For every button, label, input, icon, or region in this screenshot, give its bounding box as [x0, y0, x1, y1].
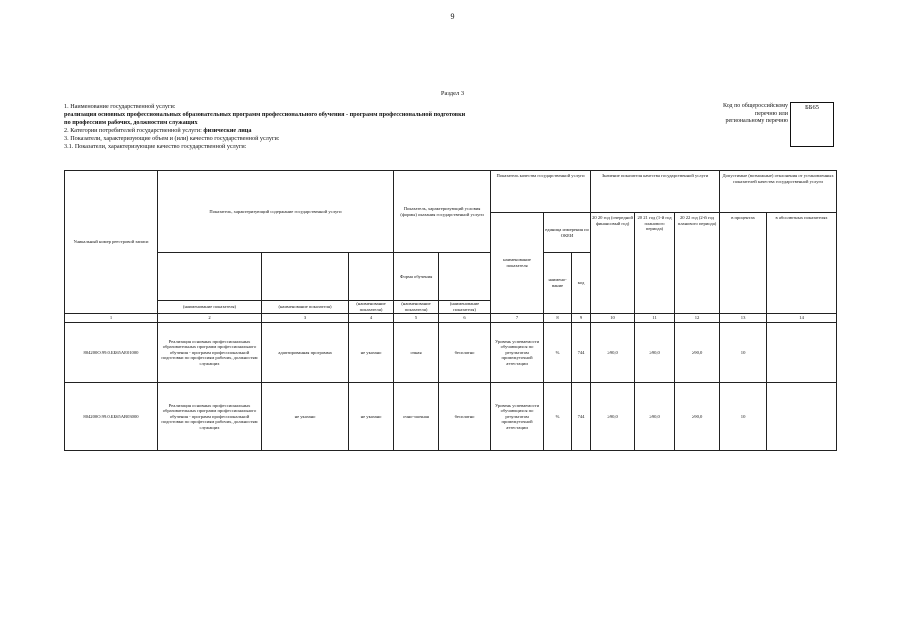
header-line-3: [64, 119, 198, 127]
condition-2-blank: [439, 253, 491, 301]
form-subheader: (наименование показателя): [394, 301, 439, 314]
quality-indicators-table: [64, 170, 837, 451]
content-indicator-2: адаптированная программа: [262, 323, 349, 383]
header-line-2: [64, 111, 465, 119]
content-2-blank: [262, 253, 349, 301]
condition-2-subheader: (наименование показателя): [439, 301, 491, 314]
indicator-name-header: наименование показателя: [491, 213, 544, 314]
condition-indicator-2: бесплатно: [439, 383, 491, 451]
col-number: 5: [394, 314, 439, 323]
col-number: 12: [675, 314, 720, 323]
code-label-line-2: перечню или: [754, 110, 788, 117]
col-number: 14: [767, 314, 837, 323]
code-label-line-3: региональному перечню: [725, 118, 788, 124]
deviation-percent: 10: [720, 383, 767, 451]
col-number: 8: [544, 314, 572, 323]
quality-group-header: Показатель качества государственной услуги: [491, 171, 591, 213]
service-name-part-1: реализация основных профессиональных образовательных программ профессионального обучения - программ профессиональной подготовки: [64, 111, 466, 118]
deviation-group-header: Допустимые (возможные) отклонения от установленных показателей качества государственной услуги: [720, 171, 837, 213]
value-year-2: ≥90,0: [635, 383, 675, 451]
col-number: 9: [572, 314, 591, 323]
content-indicator-1: Реализация основных профессиональных образовательных программ профессионального обучения - программ профессиональной подготовки по профессиям рабочих, должностям служащих: [158, 323, 262, 383]
year-1-header: 20 20 год (очередной финансовый год): [591, 213, 635, 314]
unit-code: 744: [572, 323, 591, 383]
header-line-6: 3.1. Показатели, характеризующие качество государственной услуги:: [64, 143, 247, 150]
deviation-absolute-header: в абсолютных показателях: [767, 213, 837, 314]
code-label-line-1: Код по общероссийскому: [723, 103, 788, 109]
content-indicator-2: не указано: [262, 383, 349, 451]
column-number-row: [65, 314, 837, 323]
content-group-header: Показатель, характеризующий содержание государственной услуги: [158, 171, 394, 253]
col-number: 6: [439, 314, 491, 323]
page-number: 9: [450, 12, 455, 21]
value-year-1: ≥90,0: [591, 383, 635, 451]
header-line-4: [64, 127, 251, 135]
conditions-group-header: Показатель, характеризующий условия (формы) оказания государственной услуги: [394, 171, 491, 253]
col-number: 7: [491, 314, 544, 323]
col-number: 11: [635, 314, 675, 323]
code-box: ББ65: [790, 102, 834, 147]
service-name-part-2: по профессиям рабочих, должностям служащих: [64, 119, 198, 126]
header-line-5: 3. Показатели, характеризующие объем и (или) качество государственной услуги:: [64, 135, 280, 142]
registry-header: Уникальный номер реестровой записи: [65, 171, 158, 314]
consumer-category-value: физические лица: [203, 127, 252, 134]
registry-number: 804200О.99.0.ББ65АВ03000: [65, 383, 158, 451]
deviation-absolute: [767, 323, 837, 383]
quality-indicator-name: Уровень успеваемости обучающихся по результатам промежуточной аттестации: [491, 323, 544, 383]
value-year-1: ≥90,0: [591, 323, 635, 383]
form-header: Форма обучения: [394, 253, 439, 301]
value-year-3: ≥90,0: [675, 323, 720, 383]
content-1-blank: [158, 253, 262, 301]
unit-code: 744: [572, 383, 591, 451]
col-number: 4: [349, 314, 394, 323]
content-indicator-1: Реализация основных профессиональных образовательных программ профессионального обучения - программ профессиональной подготовки по профессиям рабочих, должностям служащих: [158, 383, 262, 451]
registry-number: 804200О.99.0.ББ65АЕ01000: [65, 323, 158, 383]
year-3-header: 20 22 год (2-й год планового периода): [675, 213, 720, 314]
value-group-header: Значение показателя качества государственной услуги: [591, 171, 720, 213]
consumer-category-label: 2. Категории потребителей государственной услуги:: [64, 127, 204, 134]
header-row-1: [65, 171, 837, 213]
col-number: 2: [158, 314, 262, 323]
unit-name: %: [544, 323, 572, 383]
section-title: Раздел 3: [440, 90, 465, 97]
value-year-2: ≥90,0: [635, 323, 675, 383]
quality-indicator-name: Уровень успеваемости обучающихся по результатам промежуточной аттестации: [491, 383, 544, 451]
col-number: 10: [591, 314, 635, 323]
condition-indicator-2: бесплатно: [439, 323, 491, 383]
content-indicator-3: не указано: [349, 323, 394, 383]
header-line-1: 1. Наименование государственной услуги:: [64, 103, 176, 110]
code-label: [680, 103, 788, 126]
content-indicator-3: не указано: [349, 383, 394, 451]
deviation-percent: 10: [720, 323, 767, 383]
table-row: [65, 383, 837, 451]
deviation-absolute: [767, 383, 837, 451]
unit-name: %: [544, 383, 572, 451]
value-year-3: ≥90,0: [675, 383, 720, 451]
unit-name-header: наимено-вание: [544, 253, 572, 314]
content-2-subheader: (наименование показателя): [262, 301, 349, 314]
form-of-study: очно-заочная: [394, 383, 439, 451]
form-of-study: очная: [394, 323, 439, 383]
deviation-percent-header: в процентах: [720, 213, 767, 314]
content-3-blank: [349, 253, 394, 301]
col-number: 3: [262, 314, 349, 323]
year-2-header: 20 21 год (1-й год планового периода): [635, 213, 675, 314]
col-number: 13: [720, 314, 767, 323]
unit-okei-header: единица измерения по ОКЕИ: [544, 213, 591, 253]
col-number: 1: [65, 314, 158, 323]
content-3-subheader: (наименование показателя): [349, 301, 394, 314]
content-1-subheader: (наименование показателя): [158, 301, 262, 314]
unit-code-header: код: [572, 253, 591, 314]
table-row: [65, 323, 837, 383]
